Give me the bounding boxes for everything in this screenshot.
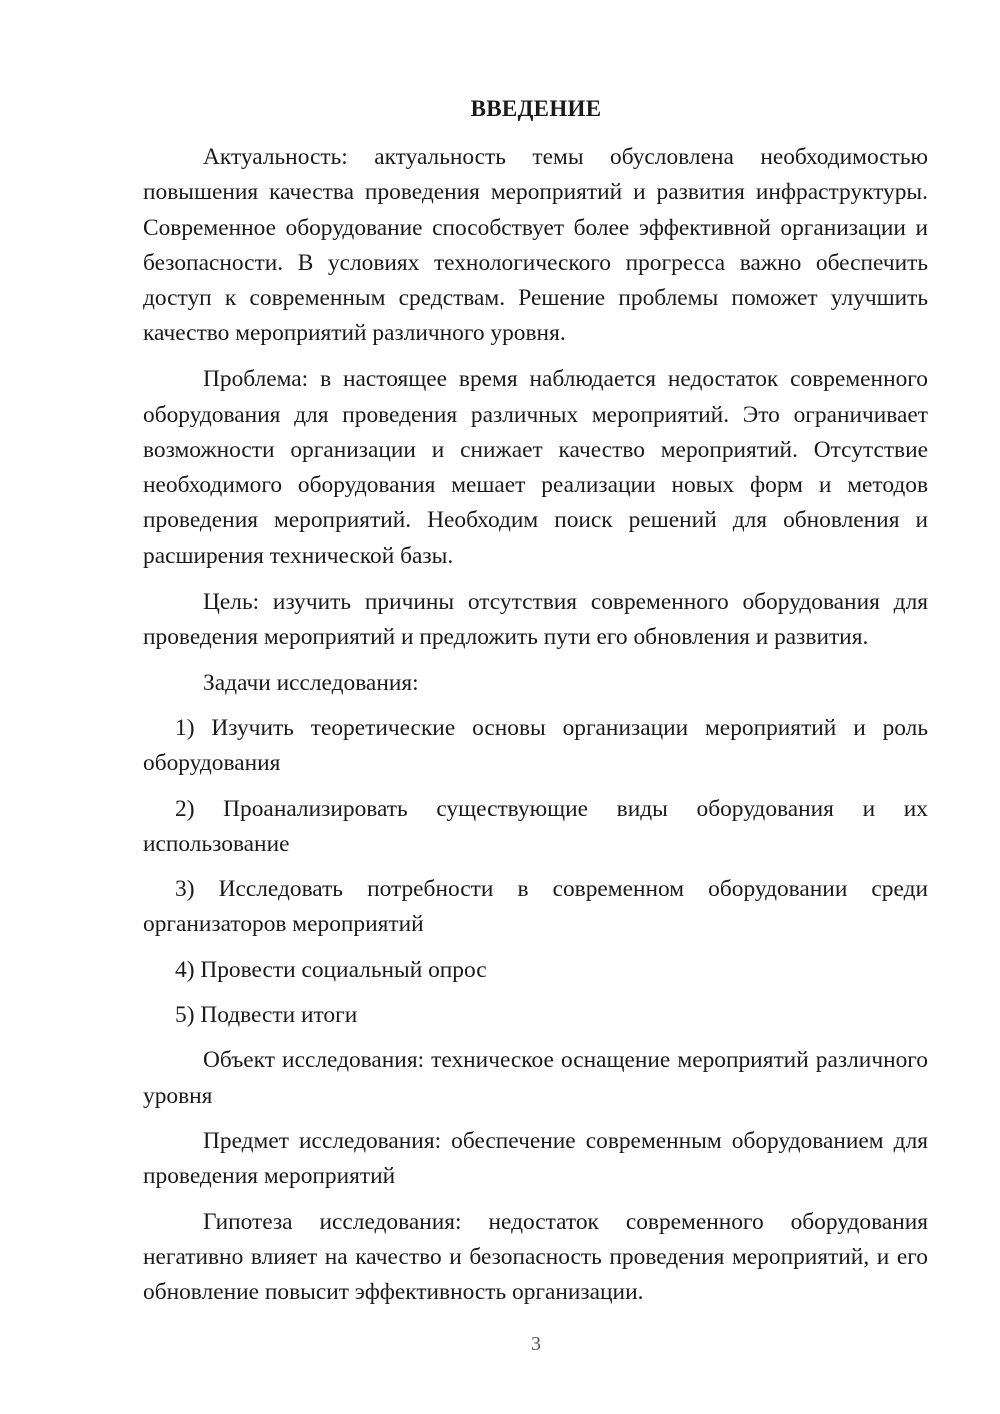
document-body <box>143 140 928 1310</box>
paragraph-object: Объект исследования: техническое оснащение мероприятий различного уровня <box>143 1047 928 1109</box>
paragraph-hypothesis: Гипотеза исследования: недостаток современного оборудования негативно влияет на качество и безопасность проведения мероприятий, и его обновление повысит эффективность организации. <box>143 1208 928 1306</box>
paragraph-relevance: Актуальность: актуальность темы обусловлена необходимостью повышения качества проведения мероприятий и развития инфраструктуры. Современное оборудование способствует более эффективной организации и безопасности. В условиях технологического прогресса важно обеспечить доступ к современным средствам. Решение проблемы поможет улучшить качество мероприятий различного уровня. <box>143 144 928 347</box>
task-item: 5) Подвести итоги <box>175 1002 358 1029</box>
paragraph-subject: Предмет исследования: обеспечение современным оборудованием для проведения мероприятий <box>143 1127 928 1190</box>
page-title: ВВЕДЕНИЕ <box>470 96 602 121</box>
task-item: 4) Провести социальный опрос <box>175 956 487 983</box>
task-item: 2) Проанализировать существующие виды оборудования и их использование <box>143 795 928 857</box>
tasks-heading: Задачи исследования: <box>203 669 419 696</box>
page-number: 3 <box>531 1333 541 1355</box>
task-item: 1) Изучить теоретические основы организации мероприятий и роль оборудования <box>143 714 928 777</box>
paragraph-goal: Цель: изучить причины отсутствия современного оборудования для проведения мероприятий и предложить пути его обновления и развития. <box>143 588 928 650</box>
task-item: 3) Исследовать потребности в современном оборудовании среди организаторов мероприятий <box>143 876 928 938</box>
paragraph-problem: Проблема: в настоящее время наблюдается недостаток современного оборудования для проведения различных мероприятий. Это ограничивает возможности организации и снижает качество мероприятий. Отсутствие необходимого оборудования мешает реализации новых форм и методов проведения мероприятий. Необходим поиск решений для обновления и расширения технической базы. <box>143 366 928 569</box>
